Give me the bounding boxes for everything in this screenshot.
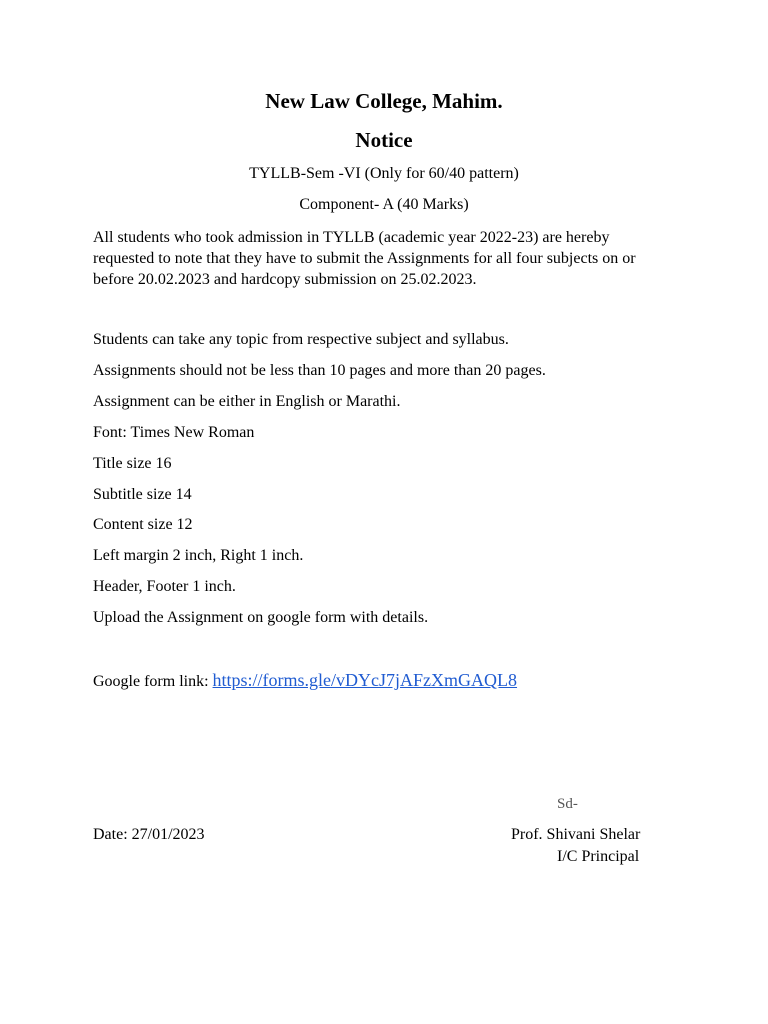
instruction-item: Content size 12 — [93, 516, 193, 533]
notice-date: Date: 27/01/2023 — [93, 826, 205, 843]
google-form-link[interactable]: https://forms.gle/vDYcJ7jAFzXmGAQL8 — [212, 670, 518, 690]
instruction-item: Assignment can be either in English or Marathi. — [93, 393, 401, 410]
google-form-label: Google form link: — [93, 673, 213, 690]
component-line: Component- A (40 Marks) — [299, 196, 469, 213]
signatory-title: I/C Principal — [557, 848, 640, 865]
intro-paragraph: All students who took admission in TYLLB (academic year 2022-23) are hereby requested to note that they have to submit the Assignments for all four subjects on or before 20.02.2023 and hardcopy submission on 25.02.2023. — [93, 229, 636, 288]
signatory-name: Prof. Shivani Shelar — [511, 826, 641, 843]
instruction-item: Upload the Assignment on google form with details. — [93, 609, 429, 626]
college-name: New Law College, Mahim. — [265, 89, 503, 113]
instruction-item: Subtitle size 14 — [93, 486, 192, 503]
signature-mark: Sd- — [557, 796, 578, 812]
instruction-item: Title size 16 — [93, 455, 172, 472]
instruction-item: Students can take any topic from respective subject and syllabus. — [93, 331, 509, 348]
instruction-item: Assignments should not be less than 10 pages and more than 20 pages. — [93, 362, 546, 379]
google-form-row — [93, 670, 517, 691]
notice-title: Notice — [355, 128, 413, 152]
course-line: TYLLB-Sem -VI (Only for 60/40 pattern) — [249, 165, 519, 182]
instruction-item: Left margin 2 inch, Right 1 inch. — [93, 547, 304, 564]
instruction-item: Font: Times New Roman — [93, 424, 255, 441]
instruction-item: Header, Footer 1 inch. — [93, 578, 236, 595]
